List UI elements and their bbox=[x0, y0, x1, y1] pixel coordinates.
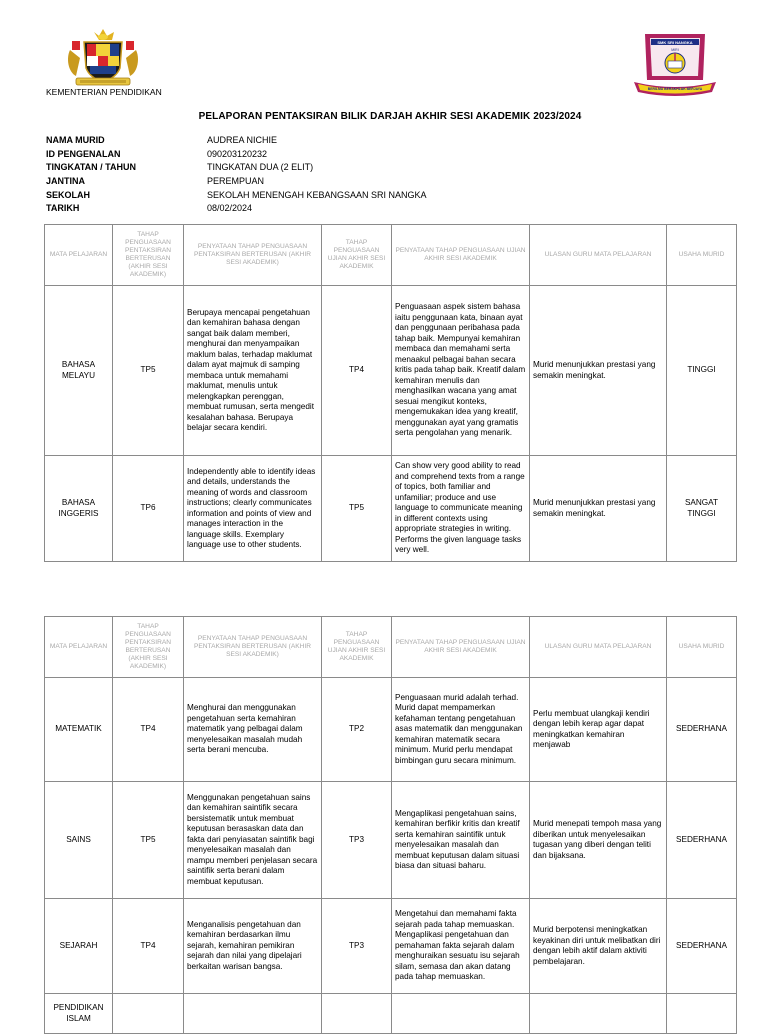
col-comment-header: ULASAN GURU MATA PELAJARAN bbox=[530, 617, 667, 678]
comment-cell: Perlu membuat ulangkaji kendiri dengan lebih kerap agar dapat meningkatkan kemahiran menjawab bbox=[530, 678, 667, 782]
tp-pb-cell: TP5 bbox=[113, 286, 184, 456]
school-logo bbox=[632, 26, 718, 98]
info-row-class bbox=[46, 161, 646, 175]
tp-uas-cell bbox=[322, 994, 392, 1034]
comment-cell: Murid menunjukkan prestasi yang semakin meningkat. bbox=[530, 456, 667, 562]
school-logo-motto: BERILMU BERAKHLAK BERJAYA bbox=[647, 87, 703, 91]
tp-uas-cell: TP2 bbox=[322, 678, 392, 782]
comment-cell: Murid berpotensi meningkatkan keyakinan diri untuk melibatkan diri dengan lebih aktif dalam aktiviti pembelajaran. bbox=[530, 899, 667, 994]
desc-pb-cell: Menggunakan pengetahuan sains dan kemahiran saintifik secara bersistematik untuk membuat keputusan berasaskan data dan fakta dari penyiasatan saintifik bagi menyelesaikan masalah dan mampu memberi penjelasan secara saintifik serta berani dalam membuat keputusan. bbox=[184, 782, 322, 899]
table-row bbox=[45, 994, 737, 1034]
id-value: 090203120232 bbox=[207, 148, 268, 159]
student-info bbox=[46, 134, 646, 216]
col-desc-uas-header: PENYATAAN TAHAP PENGUASAAN UJIAN AKHIR SESI AKADEMIK bbox=[392, 225, 530, 286]
col-desc-pb-header: PENYATAAN TAHAP PENGUASAAN PENTAKSIRAN BERTERUSAN (AKHIR SESI AKADEMIK) bbox=[184, 225, 322, 286]
class-label: TINGKATAN / TAHUN bbox=[46, 162, 136, 173]
desc-uas-cell: Mengaplikasi pengetahuan sains, kemahiran berfikir kritis dan kreatif serta kemahiran saintifik untuk menyelesaikan masalah dan membuat keputusan dalam situasi biasa dan situasi baharu. bbox=[392, 782, 530, 899]
effort-cell: SEDERHANA bbox=[667, 782, 737, 899]
table-row bbox=[45, 899, 737, 994]
subject-cell: SAINS bbox=[45, 782, 113, 899]
report-title: PELAPORAN PENTAKSIRAN BILIK DARJAH AKHIR SESI AKADEMIK 2023/2024 bbox=[198, 111, 582, 122]
col-subject-header: MATA PELAJARAN bbox=[45, 617, 113, 678]
table-header-row bbox=[45, 225, 737, 286]
table-row bbox=[45, 286, 737, 456]
school-label: SEKOLAH bbox=[46, 189, 91, 200]
col-tp-uas-header: TAHAP PENGUASAAN UJIAN AKHIR SESI AKADEMIK bbox=[322, 225, 392, 286]
col-effort-header: USAHA MURID bbox=[667, 225, 737, 286]
info-row-name bbox=[46, 134, 646, 148]
table-header-row bbox=[45, 617, 737, 678]
table-row bbox=[45, 782, 737, 899]
col-desc-pb-header: PENYATAAN TAHAP PENGUASAAN PENTAKSIRAN BERTERUSAN (AKHIR SESI AKADEMIK) bbox=[184, 617, 322, 678]
tp-pb-cell: TP5 bbox=[113, 782, 184, 899]
tp-pb-cell: TP4 bbox=[113, 899, 184, 994]
desc-uas-cell: Penguasaan aspek sistem bahasa iaitu penggunaan kata, binaan ayat dan penggunaan peribahasa pada tahap baik. Mempunyai kemahiran membaca dan memahami serta menaakul pelbagai bahan secara kritis pada tahap baik. Kreatif dalam kemahiran menulis dan menghasilkan wacana yang amat sesuai mengikut konteks, mengemukakan idea yang kreatif, menggunakan ayat yang gramatis serta pengolahan yang menarik. bbox=[392, 286, 530, 456]
tp-uas-cell: TP3 bbox=[322, 782, 392, 899]
subject-cell: MATEMATIK bbox=[45, 678, 113, 782]
col-tp-pb-header: TAHAP PENGUASAAN PENTAKSIRAN BERTERUSAN (AKHIR SESI AKADEMIK) bbox=[113, 225, 184, 286]
desc-uas-cell: Can show very good ability to read and comprehend texts from a range of topics, both familiar and unfamiliar; produce and use language to communicate meaning in different contexts using appropriate strategies in writing. Performs the given language tasks very well. bbox=[392, 456, 530, 562]
effort-cell: TINGGI bbox=[667, 286, 737, 456]
desc-pb-cell bbox=[184, 994, 322, 1034]
col-subject-header: MATA PELAJARAN bbox=[45, 225, 113, 286]
gender-label: JANTINA bbox=[46, 176, 86, 187]
col-tp-uas-header: TAHAP PENGUASAAN UJIAN AKHIR SESI AKADEMIK bbox=[322, 617, 392, 678]
class-value: TINGKATAN DUA (2 ELIT) bbox=[207, 162, 314, 173]
info-row-date bbox=[46, 202, 646, 216]
desc-pb-cell: Menghurai dan menggunakan pengetahuan serta kemahiran matematik yang pelbagai dalam menyelesaikan masalah mudah serta berani mencuba. bbox=[184, 678, 322, 782]
tp-uas-cell: TP4 bbox=[322, 286, 392, 456]
ministry-name: KEMENTERIAN PENDIDIKAN bbox=[46, 87, 162, 97]
date-label: TARIKH bbox=[46, 203, 80, 214]
effort-cell: SANGAT TINGGI bbox=[667, 456, 737, 562]
assessment-table-2 bbox=[44, 616, 737, 1034]
desc-uas-cell: Mengetahui dan memahami fakta sejarah pada tahap memuaskan. Mengaplikasi pengetahuan dan pemahaman fakta sejarah dalam menghuraikan sesuatu isu sejarah silam, semasa dan akan datang pada tahap memuaskan. bbox=[392, 899, 530, 994]
table-row bbox=[45, 456, 737, 562]
info-row-school bbox=[46, 189, 646, 203]
school-logo-town: MIRI bbox=[671, 48, 679, 52]
effort-cell bbox=[667, 994, 737, 1034]
col-desc-uas-header: PENYATAAN TAHAP PENGUASAAN UJIAN AKHIR SESI AKADEMIK bbox=[392, 617, 530, 678]
effort-cell: SEDERHANA bbox=[667, 678, 737, 782]
malaysia-coat-of-arms-logo bbox=[62, 28, 144, 88]
subject-cell: PENDIDIKAN ISLAM bbox=[45, 994, 113, 1034]
tp-uas-cell: TP5 bbox=[322, 456, 392, 562]
subject-cell: SEJARAH bbox=[45, 899, 113, 994]
info-row-id bbox=[46, 148, 646, 162]
assessment-table-1 bbox=[44, 224, 737, 562]
comment-cell bbox=[530, 994, 667, 1034]
gender-value: PEREMPUAN bbox=[207, 176, 265, 187]
comment-cell: Murid menepati tempoh masa yang diberikan untuk menyelesaikan tugasan yang diberi dengan teliti dan bijaksana. bbox=[530, 782, 667, 899]
student-name-label: NAMA MURID bbox=[46, 135, 105, 145]
student-name-value: AUDREA NICHIE bbox=[207, 135, 278, 145]
comment-cell: Murid menunjukkan prestasi yang semakin meningkat. bbox=[530, 286, 667, 456]
subject-cell: BAHASA INGGERIS bbox=[45, 456, 113, 562]
id-label: ID PENGENALAN bbox=[46, 148, 121, 159]
table-row bbox=[45, 678, 737, 782]
desc-pb-cell: Berupaya mencapai pengetahuan dan kemahiran bahasa dengan sangat baik dalam memberi, menghurai dan menyampaikan maklum balas, terhadap maklumat dalam ayat majmuk di samping membaca untuk memahami maklumat, menulis untuk melengkapkan perenggan, membuat rumusan, serta mengedit kesalahan bahasa. Berupaya belajar secara kendiri. bbox=[184, 286, 322, 456]
tp-pb-cell bbox=[113, 994, 184, 1034]
effort-cell: SEDERHANA bbox=[667, 899, 737, 994]
date-value: 08/02/2024 bbox=[207, 203, 253, 214]
tp-uas-cell: TP3 bbox=[322, 899, 392, 994]
tp-pb-cell: TP4 bbox=[113, 678, 184, 782]
desc-uas-cell bbox=[392, 994, 530, 1034]
tp-pb-cell: TP6 bbox=[113, 456, 184, 562]
desc-uas-cell: Penguasaan murid adalah terhad. Murid dapat mempamerkan kefahaman tentang pengetahuan asas matematik dan menggunakan kemahiran matematik secara minimum. Murid perlu mendapat bimbingan guru secara minimum. bbox=[392, 678, 530, 782]
school-value: SEKOLAH MENENGAH KEBANGSAAN SRI NANGKA bbox=[207, 189, 427, 200]
col-tp-pb-header: TAHAP PENGUASAAN PENTAKSIRAN BERTERUSAN (AKHIR SESI AKADEMIK) bbox=[113, 617, 184, 678]
desc-pb-cell: Menganalisis pengetahuan dan kemahiran berdasarkan ilmu sejarah, kemahiran pemikiran sejarah dan nilai yang dipelajari berkaitan warisan bangsa. bbox=[184, 899, 322, 994]
col-comment-header: ULASAN GURU MATA PELAJARAN bbox=[530, 225, 667, 286]
desc-pb-cell: Independently able to identify ideas and details, understands the meaning of words and classroom instructions; clearly communicates information and points of view and manages interaction in the language skills. Exemplary language use to other students. bbox=[184, 456, 322, 562]
school-logo-title: SMK SRI NANGKA bbox=[657, 40, 693, 45]
info-row-gender bbox=[46, 175, 646, 189]
subject-cell: BAHASA MELAYU bbox=[45, 286, 113, 456]
col-effort-header: USAHA MURID bbox=[667, 617, 737, 678]
